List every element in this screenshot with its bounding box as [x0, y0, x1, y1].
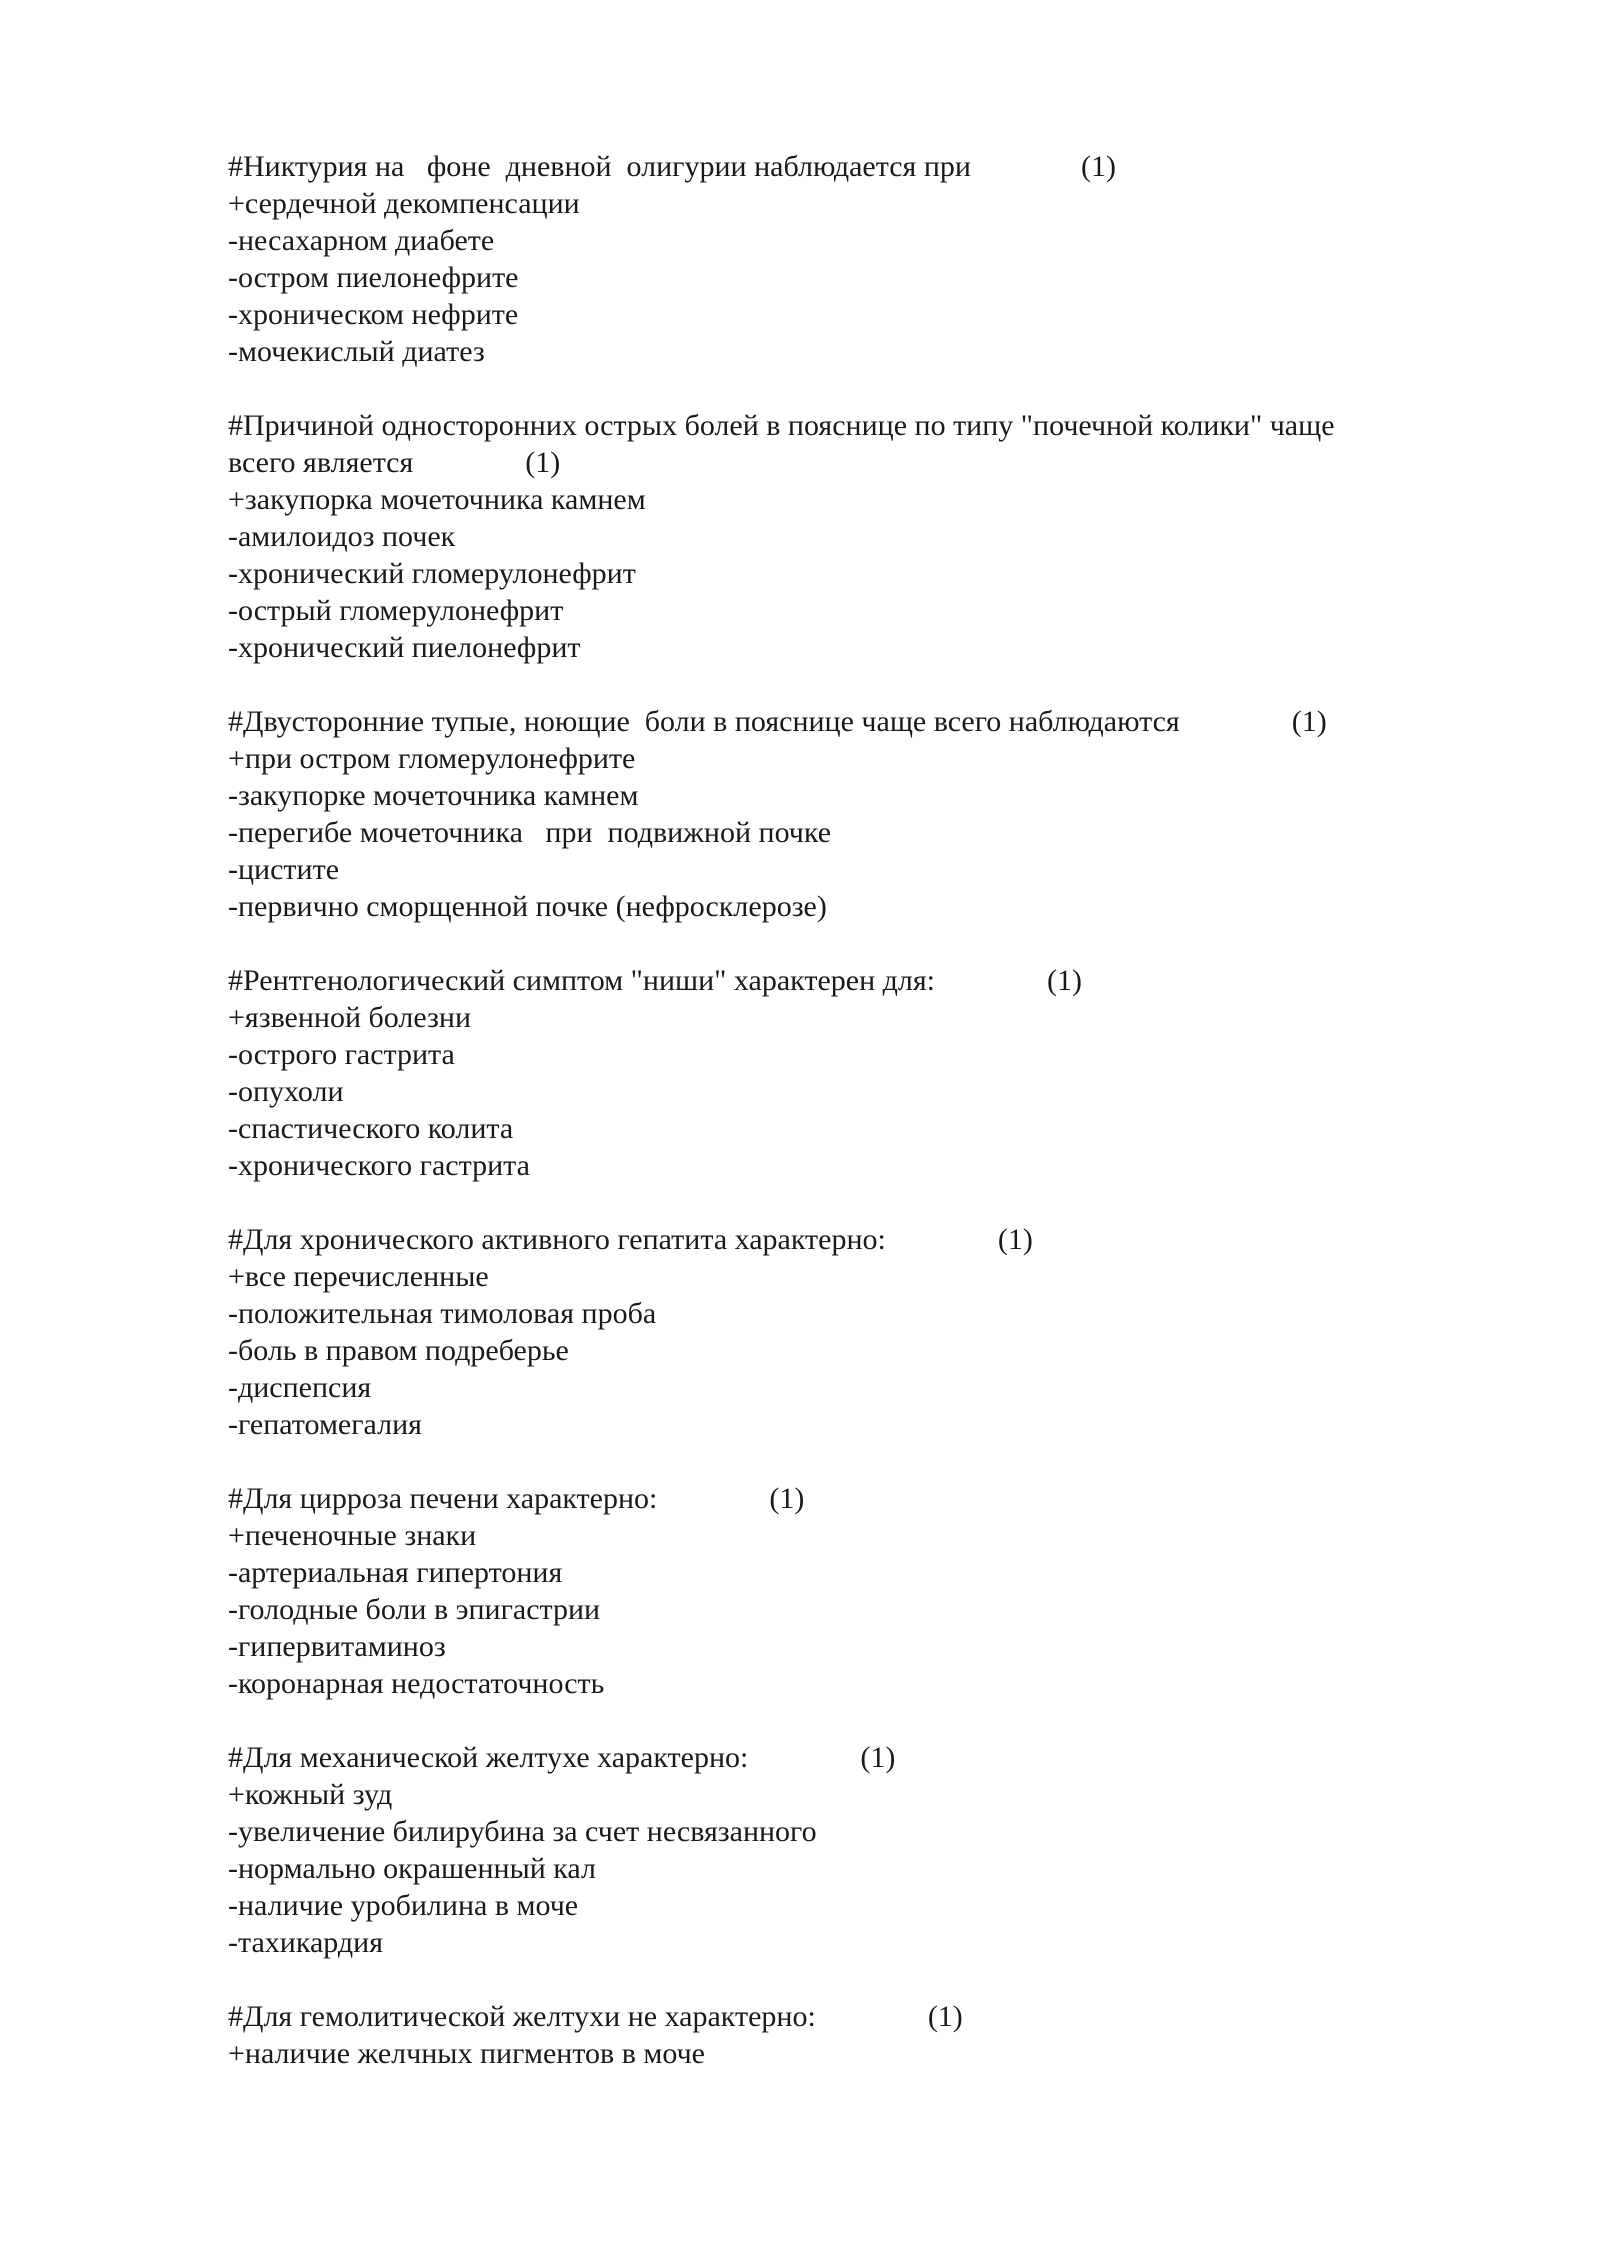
- answer-option: -опухоли: [228, 1075, 344, 1108]
- question-mark: (1): [927, 2000, 963, 2033]
- answer-option: +кожный зуд: [228, 1778, 393, 1811]
- answer-option: -хроническом нефрите: [228, 298, 519, 331]
- answer-option: -спастического колита: [228, 1112, 514, 1145]
- question-line: [228, 1739, 1468, 1776]
- question-mark: (1): [997, 1223, 1033, 1256]
- question-line: [228, 1998, 1468, 2035]
- answer-option: -перегибе мочеточника при подвижной почке: [228, 816, 832, 849]
- answer-option: +сердечной декомпенсации: [228, 187, 580, 220]
- answer-option: -голодные боли в эпигастрии: [228, 1593, 601, 1626]
- question-text: #Причиной односторонних острых болей в пояснице по типу "почечной колики" чаще: [228, 409, 1335, 442]
- question-text-cont: всего является: [228, 446, 414, 479]
- answer-option: -хронический гломерулонефрит: [228, 557, 636, 590]
- answer-option: -коронарная недостаточность: [228, 1667, 605, 1700]
- answer-option: +при остром гломерулонефрите: [228, 742, 636, 775]
- answer-option: -тахикардия: [228, 1926, 383, 1959]
- answer-option: -положительная тимоловая проба: [228, 1297, 657, 1330]
- answer-option: -амилоидоз почек: [228, 520, 456, 553]
- question-block: [228, 703, 1468, 925]
- question-block: [228, 407, 1468, 666]
- answer-option: -закупорке мочеточника камнем: [228, 779, 639, 812]
- answer-option: -увеличение билирубина за счет несвязанного: [228, 1815, 817, 1848]
- answer-option: -цистите: [228, 853, 340, 886]
- question-line: [228, 407, 1468, 444]
- answer-option: -диспепсия: [228, 1371, 372, 1404]
- question-line: [228, 1221, 1468, 1258]
- question-line: [228, 962, 1468, 999]
- question-mark: (1): [769, 1482, 805, 1515]
- answer-option: -остром пиелонефрите: [228, 261, 519, 294]
- question-text: #Для хронического активного гепатита характерно:: [228, 1223, 886, 1256]
- question-line-cont: [228, 444, 1468, 481]
- question-line: [228, 1480, 1468, 1517]
- question-mark: (1): [860, 1741, 896, 1774]
- answer-option: -наличие уробилина в моче: [228, 1889, 579, 1922]
- question-mark: (1): [1080, 150, 1116, 183]
- question-mark: (1): [1291, 705, 1327, 738]
- question-line: [228, 148, 1468, 185]
- question-block: [228, 148, 1468, 370]
- question-block: [228, 1480, 1468, 1702]
- answer-option: -первично сморщенной почке (нефросклерозе): [228, 890, 827, 923]
- question-text: #Рентгенологический симптом "ниши" характерен для:: [228, 964, 936, 997]
- question-list: [228, 148, 1468, 2109]
- answer-option: -артериальная гипертония: [228, 1556, 563, 1589]
- question-line: [228, 703, 1468, 740]
- answer-option: -боль в правом подреберье: [228, 1334, 569, 1367]
- question-mark: (1): [1047, 964, 1082, 997]
- question-text: #Для механической желтухе характерно:: [228, 1741, 749, 1774]
- answer-option: +все перечисленные: [228, 1260, 489, 1293]
- answer-option: -мочекислый диатез: [228, 335, 485, 368]
- answer-option: -нормально окрашенный кал: [228, 1852, 596, 1885]
- answer-option: +печеночные знаки: [228, 1519, 477, 1552]
- question-text: #Двусторонние тупые, ноющие боли в пояснице чаще всего наблюдаются: [228, 705, 1180, 738]
- answer-option: -несахарном диабете: [228, 224, 495, 257]
- answer-option: -гипервитаминоз: [228, 1630, 446, 1663]
- question-block: [228, 1998, 1468, 2072]
- answer-option: -острый гломерулонефрит: [228, 594, 564, 627]
- answer-option: -хронический пиелонефрит: [228, 631, 581, 664]
- question-text: #Для цирроза печени характерно:: [228, 1482, 658, 1515]
- question-text: #Для гемолитической желтухи не характерно:: [228, 2000, 816, 2033]
- answer-option: -гепатомегалия: [228, 1408, 422, 1441]
- question-block: [228, 1221, 1468, 1443]
- answer-option: -острого гастрита: [228, 1038, 455, 1071]
- answer-option: -хронического гастрита: [228, 1149, 530, 1182]
- question-block: [228, 1739, 1468, 1961]
- question-text: #Никтурия на фоне дневной олигурии наблюдается при: [228, 150, 971, 183]
- answer-option: +язвенной болезни: [228, 1001, 472, 1034]
- question-mark: (1): [525, 446, 561, 479]
- question-block: [228, 962, 1468, 1184]
- answer-option: +закупорка мочеточника камнем: [228, 483, 646, 516]
- answer-option: +наличие желчных пигментов в моче: [228, 2037, 705, 2070]
